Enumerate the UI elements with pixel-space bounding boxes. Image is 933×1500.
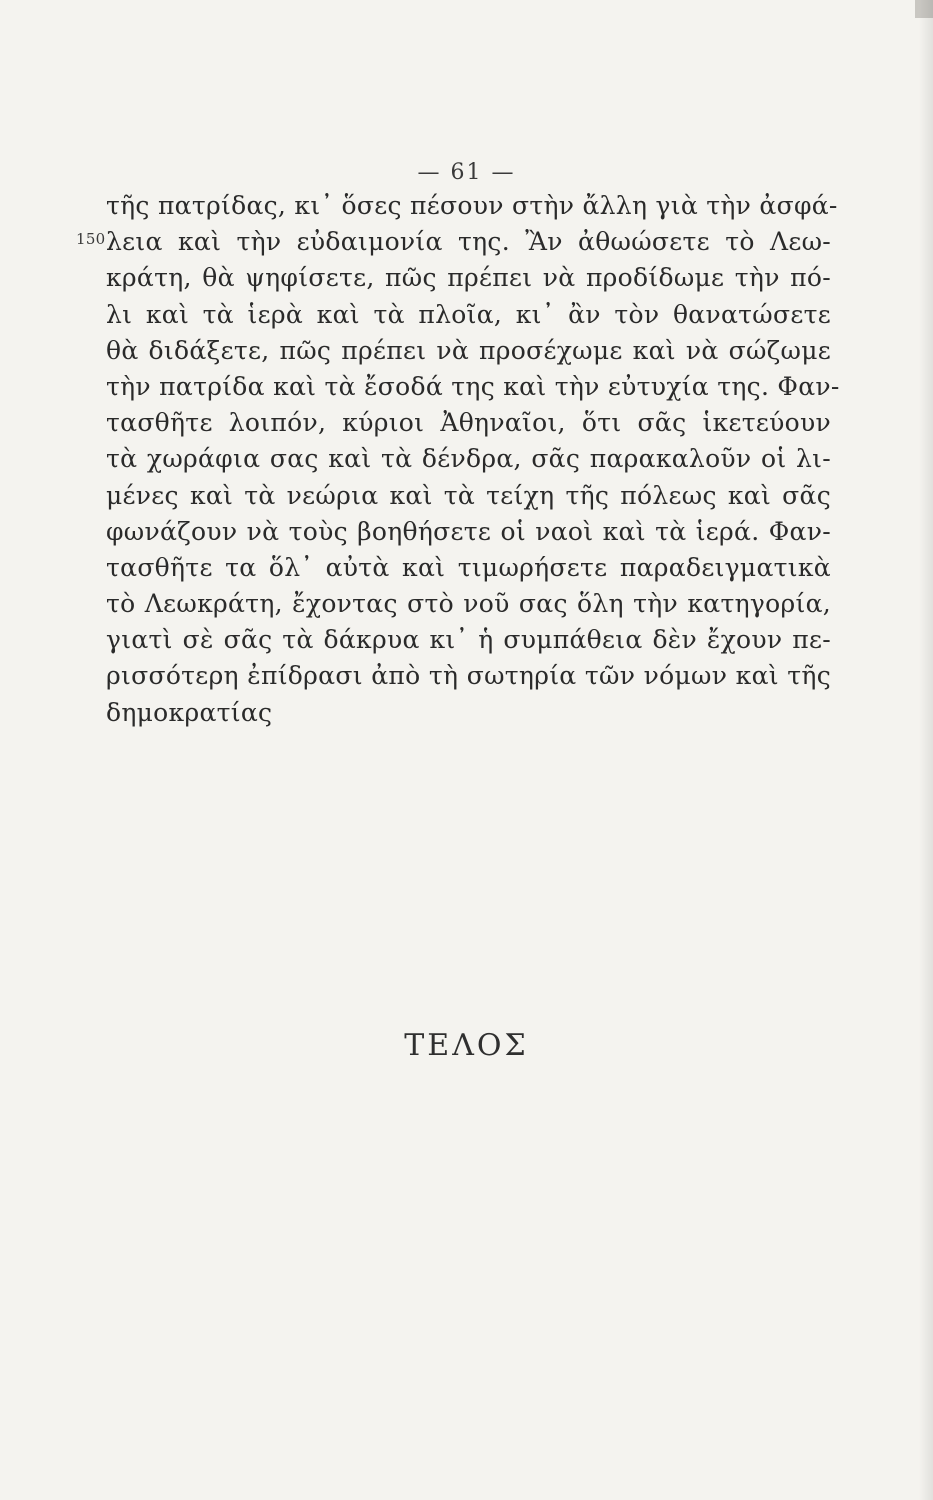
- text-line: κράτη, θὰ ψηφίσετε, πῶς πρέπει νὰ προδίδωμε τὴν πό-: [106, 263, 831, 293]
- text-line: τασθῆτε τα ὅλ᾿ αὐτὰ καὶ τιμωρήσετε παραδειγματικὰ: [106, 552, 831, 582]
- text-line: τὰ χωράφια σας καὶ τὰ δένδρα, σᾶς παρακαλοῦν οἱ λι-: [106, 444, 831, 474]
- line-number: 150: [76, 230, 106, 249]
- text-line: θὰ διδάξετε, πῶς πρέπει νὰ προσέχωμε καὶ νὰ σώζωμε: [106, 335, 831, 365]
- text-line: γιατὶ σὲ σᾶς τὰ δάκρυα κι᾿ ἡ συμπάθεια δὲν ἔχουν πε-: [106, 625, 831, 655]
- text-line: τὴν πατρίδα καὶ τὰ ἔσοδά της καὶ τὴν εὐτυχία της. Φαν-: [106, 371, 840, 401]
- body-text: [76, 188, 840, 731]
- page-edge-shadow: [919, 0, 933, 1500]
- text-line: τῆς πατρίδας, κι᾿ ὅσες πέσουν στὴν ἄλλη γιὰ τὴν ἀσφά-: [106, 191, 838, 220]
- text-line: δημοκρατίας: [106, 697, 273, 727]
- text-line: μένες καὶ τὰ νεώρια καὶ τὰ τείχη τῆς πόλεως καὶ σᾶς: [106, 480, 831, 510]
- text-line-with-number: [76, 224, 831, 260]
- text-line: τὸ Λεωκράτη, ἔχοντας στὸ νοῦ σας ὅλη τὴν κατηγορία,: [106, 589, 831, 619]
- page-number: — 61 —: [417, 160, 516, 185]
- text-line: φωνάζουν νὰ τοὺς βοηθήσετε οἱ ναοὶ καὶ τὰ ἱερά. Φαν-: [106, 516, 831, 546]
- text-line: λι καὶ τὰ ἱερὰ καὶ τὰ πλοῖα, κι᾿ ἂν τὸν θανατώσετε: [106, 299, 831, 329]
- text-line: ρισσότερη ἐπίδρασι ἀπὸ τὴ σωτηρία τῶν νόμων καὶ τῆς: [106, 661, 831, 691]
- end-title: ΤΕΛΟΣ: [404, 1028, 529, 1063]
- text-line: τασθῆτε λοιπόν, κύριοι Ἀθηναῖοι, ὅτι σᾶς ἱκετεύουν: [106, 408, 831, 438]
- text-line: λεια καὶ τὴν εὐδαιμονία της. Ἂν ἀθωώσετε τὸ Λεω-: [106, 227, 831, 257]
